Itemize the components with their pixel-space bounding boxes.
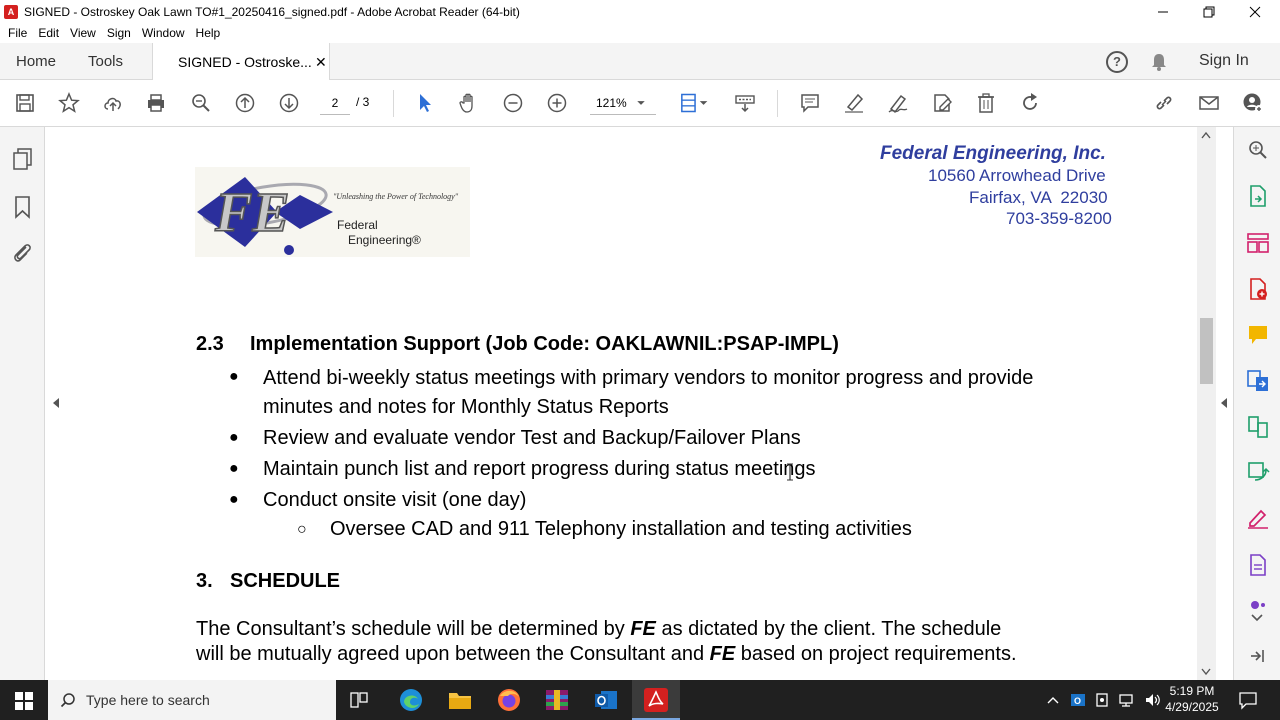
text-cursor-icon [785,463,795,481]
export-pdf-icon[interactable] [1247,184,1269,208]
bullet-text-continued: minutes and notes for Monthly Status Reports [263,396,669,418]
bullet-dot: ● [229,429,239,446]
device-tray-icon[interactable] [1094,692,1110,708]
acrobat-app-icon: A [4,5,18,19]
sign-in-button[interactable]: Sign In [1199,52,1249,69]
section-3-number: 3. [196,570,213,592]
clock-time: 5:19 PM [1169,684,1215,698]
upload-cloud-icon[interactable] [101,91,125,115]
acrobat-reader-icon [643,687,669,713]
network-icon[interactable] [1118,692,1136,708]
outlook-tray-icon[interactable] [1070,692,1086,708]
print-icon[interactable] [144,91,168,115]
scroll-up-arrow-icon[interactable] [1201,131,1211,139]
protect-pdf-icon[interactable] [1247,553,1269,577]
menu-bar [0,23,1280,43]
menu-edit[interactable]: Edit [38,26,60,40]
clock-date: 4/29/2025 [1165,700,1219,714]
close-button[interactable] [1232,0,1278,23]
tab-close-icon[interactable]: ✕ [315,53,327,70]
section-2-3-title: Implementation Support (Job Code: OAKLAWNIL:PSAP-IMPL) [250,333,839,355]
window-title: SIGNED - Ostroskey Oak Lawn TO#1_20250416_signed.pdf - Adobe Acrobat Reader (64-bit) [24,4,520,19]
tab-document-label: SIGNED - Ostroske... [178,54,312,70]
bullet-text: Maintain punch list and report progress during status meetings [263,458,816,480]
menu-sign[interactable]: Sign [106,26,131,40]
page-number-input[interactable] [320,91,350,115]
company-name: Federal Engineering, Inc. [880,143,1106,164]
zoom-in-icon[interactable] [545,91,569,115]
outlook-icon[interactable] [593,687,619,713]
section-2-3-number: 2.3 [196,333,224,355]
schedule-paragraph-line2 [196,643,1017,666]
bullet-text: Attend bi-weekly status meetings with primary vendors to monitor progress and provide [263,367,1034,389]
link-share-icon[interactable] [1152,91,1176,115]
search-icon [60,692,76,708]
show-hidden-icons-chevron-icon[interactable] [1046,695,1060,705]
zoom-level-select[interactable] [590,91,656,115]
tab-tools[interactable]: Tools [88,53,124,70]
sub-bullet-circle: ○ [297,521,307,538]
keyboard-icon[interactable] [733,91,757,115]
clock[interactable] [1158,683,1226,715]
zoom-out-icon[interactable] [501,91,525,115]
more-tools-icon[interactable] [1249,599,1267,609]
company-address-line1: 10560 Arrowhead Drive [928,166,1106,185]
bullet-dot: ● [229,460,239,477]
delete-trash-icon[interactable] [974,91,998,115]
toolbar-divider [393,90,394,117]
left-nav-panel [0,127,45,680]
page-thumbnails-icon[interactable] [12,147,34,171]
bell-icon[interactable] [1149,52,1169,72]
notification-center-icon[interactable] [1238,690,1258,710]
logo-line2: Engineering® [348,233,421,247]
vertical-scrollbar[interactable] [1197,127,1216,680]
save-icon[interactable] [13,91,37,115]
highlight-pen-icon[interactable] [842,91,866,115]
para-text: as dictated by the client. The schedule [655,618,1002,640]
fe-logo-graphic [195,167,470,257]
document-view[interactable] [45,127,1216,680]
fe-emphasis: FE [630,618,656,640]
zoom-search-icon[interactable] [189,91,213,115]
taskbar-acrobat-active[interactable] [632,680,680,720]
bookmarks-icon[interactable] [13,195,33,219]
company-phone: 703-359-8200 [1006,209,1112,228]
task-view-icon[interactable] [349,691,369,709]
logo-tagline: "Unleashing the Power of Technology" [333,192,459,201]
rotate-redo-icon[interactable] [1018,91,1042,115]
select-cursor-icon[interactable] [413,91,437,115]
bookmark-star-icon[interactable] [57,91,81,115]
next-page-icon[interactable] [277,91,301,115]
tab-home[interactable]: Home [16,53,57,70]
edge-browser-icon[interactable] [398,687,424,713]
attachments-paperclip-icon[interactable] [11,241,33,265]
tab-document[interactable] [152,43,330,81]
edit-pdf-icon[interactable] [930,91,954,115]
page-total: / 3 [356,95,370,109]
menu-window[interactable]: Window [141,26,185,40]
minimize-icon [1157,6,1169,18]
expand-more-chevron-icon[interactable] [1250,613,1264,623]
zoom-level-value: 121% [596,95,627,110]
collapse-right-panel-icon[interactable] [1219,397,1229,409]
system-tray [1046,680,1170,720]
section-3-title: SCHEDULE [230,570,341,592]
logo-letters: FE [215,182,290,244]
company-address-line2: Fairfax, VA 22030 [969,188,1108,207]
federal-engineering-logo [195,167,470,257]
scan-ocr-icon[interactable] [1246,460,1270,484]
minimize-button[interactable] [1140,0,1186,23]
restore-icon [1203,6,1215,18]
page-fit-icon[interactable] [678,91,714,115]
file-explorer-icon[interactable] [447,688,473,712]
menu-file[interactable]: File [8,26,28,40]
fe-emphasis: FE [709,643,736,665]
help-icon[interactable]: ? [1106,51,1128,73]
svg-text:O: O [1074,696,1082,706]
comment-tool-icon[interactable] [1247,324,1269,346]
menu-view[interactable]: View [70,26,96,40]
toolbar-divider [777,90,778,117]
bullet-text: Review and evaluate vendor Test and Backup/Failover Plans [263,427,801,449]
sub-bullet-text: Oversee CAD and 911 Telephony installation and testing activities [330,518,912,540]
combine-files-icon[interactable] [1246,369,1270,393]
winrar-icon[interactable] [544,687,570,713]
email-icon[interactable] [1197,91,1221,115]
restore-button[interactable] [1186,0,1232,23]
scrollbar-thumb[interactable] [1200,318,1213,384]
bullet-text: Conduct onsite visit (one day) [263,489,527,511]
firefox-icon[interactable] [496,687,522,713]
title-bar [0,0,1280,23]
menu-help[interactable]: Help [195,26,221,40]
close-icon [1249,6,1261,18]
logo-line1: Federal [337,218,378,232]
scroll-down-arrow-icon[interactable] [1201,668,1211,676]
para-text: based on project requirements. [735,643,1017,665]
zoom-search-icon[interactable] [1247,139,1269,161]
create-pdf-icon[interactable] [1247,277,1269,301]
comment-icon[interactable] [798,91,822,115]
compress-pdf-icon[interactable] [1247,415,1269,439]
user-add-icon[interactable] [1241,91,1265,115]
bullet-dot: ● [229,368,239,385]
taskbar-search-box[interactable] [48,680,336,720]
draw-sign-icon[interactable] [886,91,910,115]
hand-tool-icon[interactable] [457,91,481,115]
fill-sign-icon[interactable] [1246,507,1270,529]
search-placeholder: Type here to search [86,692,210,708]
schedule-paragraph-line1 [196,618,1001,641]
organize-pages-icon[interactable] [1246,231,1270,255]
right-tools-panel [1233,127,1280,680]
para-text: will be mutually agreed upon between the Consultant and [196,643,710,665]
para-text: The Consultant’s schedule will be determined by [196,618,631,640]
collapse-tools-panel-icon[interactable] [1248,647,1266,665]
left-panel-toggle-icon[interactable] [51,397,61,409]
windows-start-icon[interactable] [15,692,33,710]
tab-bar [0,43,1280,80]
previous-page-icon[interactable] [233,91,257,115]
bullet-dot: ● [229,491,239,508]
